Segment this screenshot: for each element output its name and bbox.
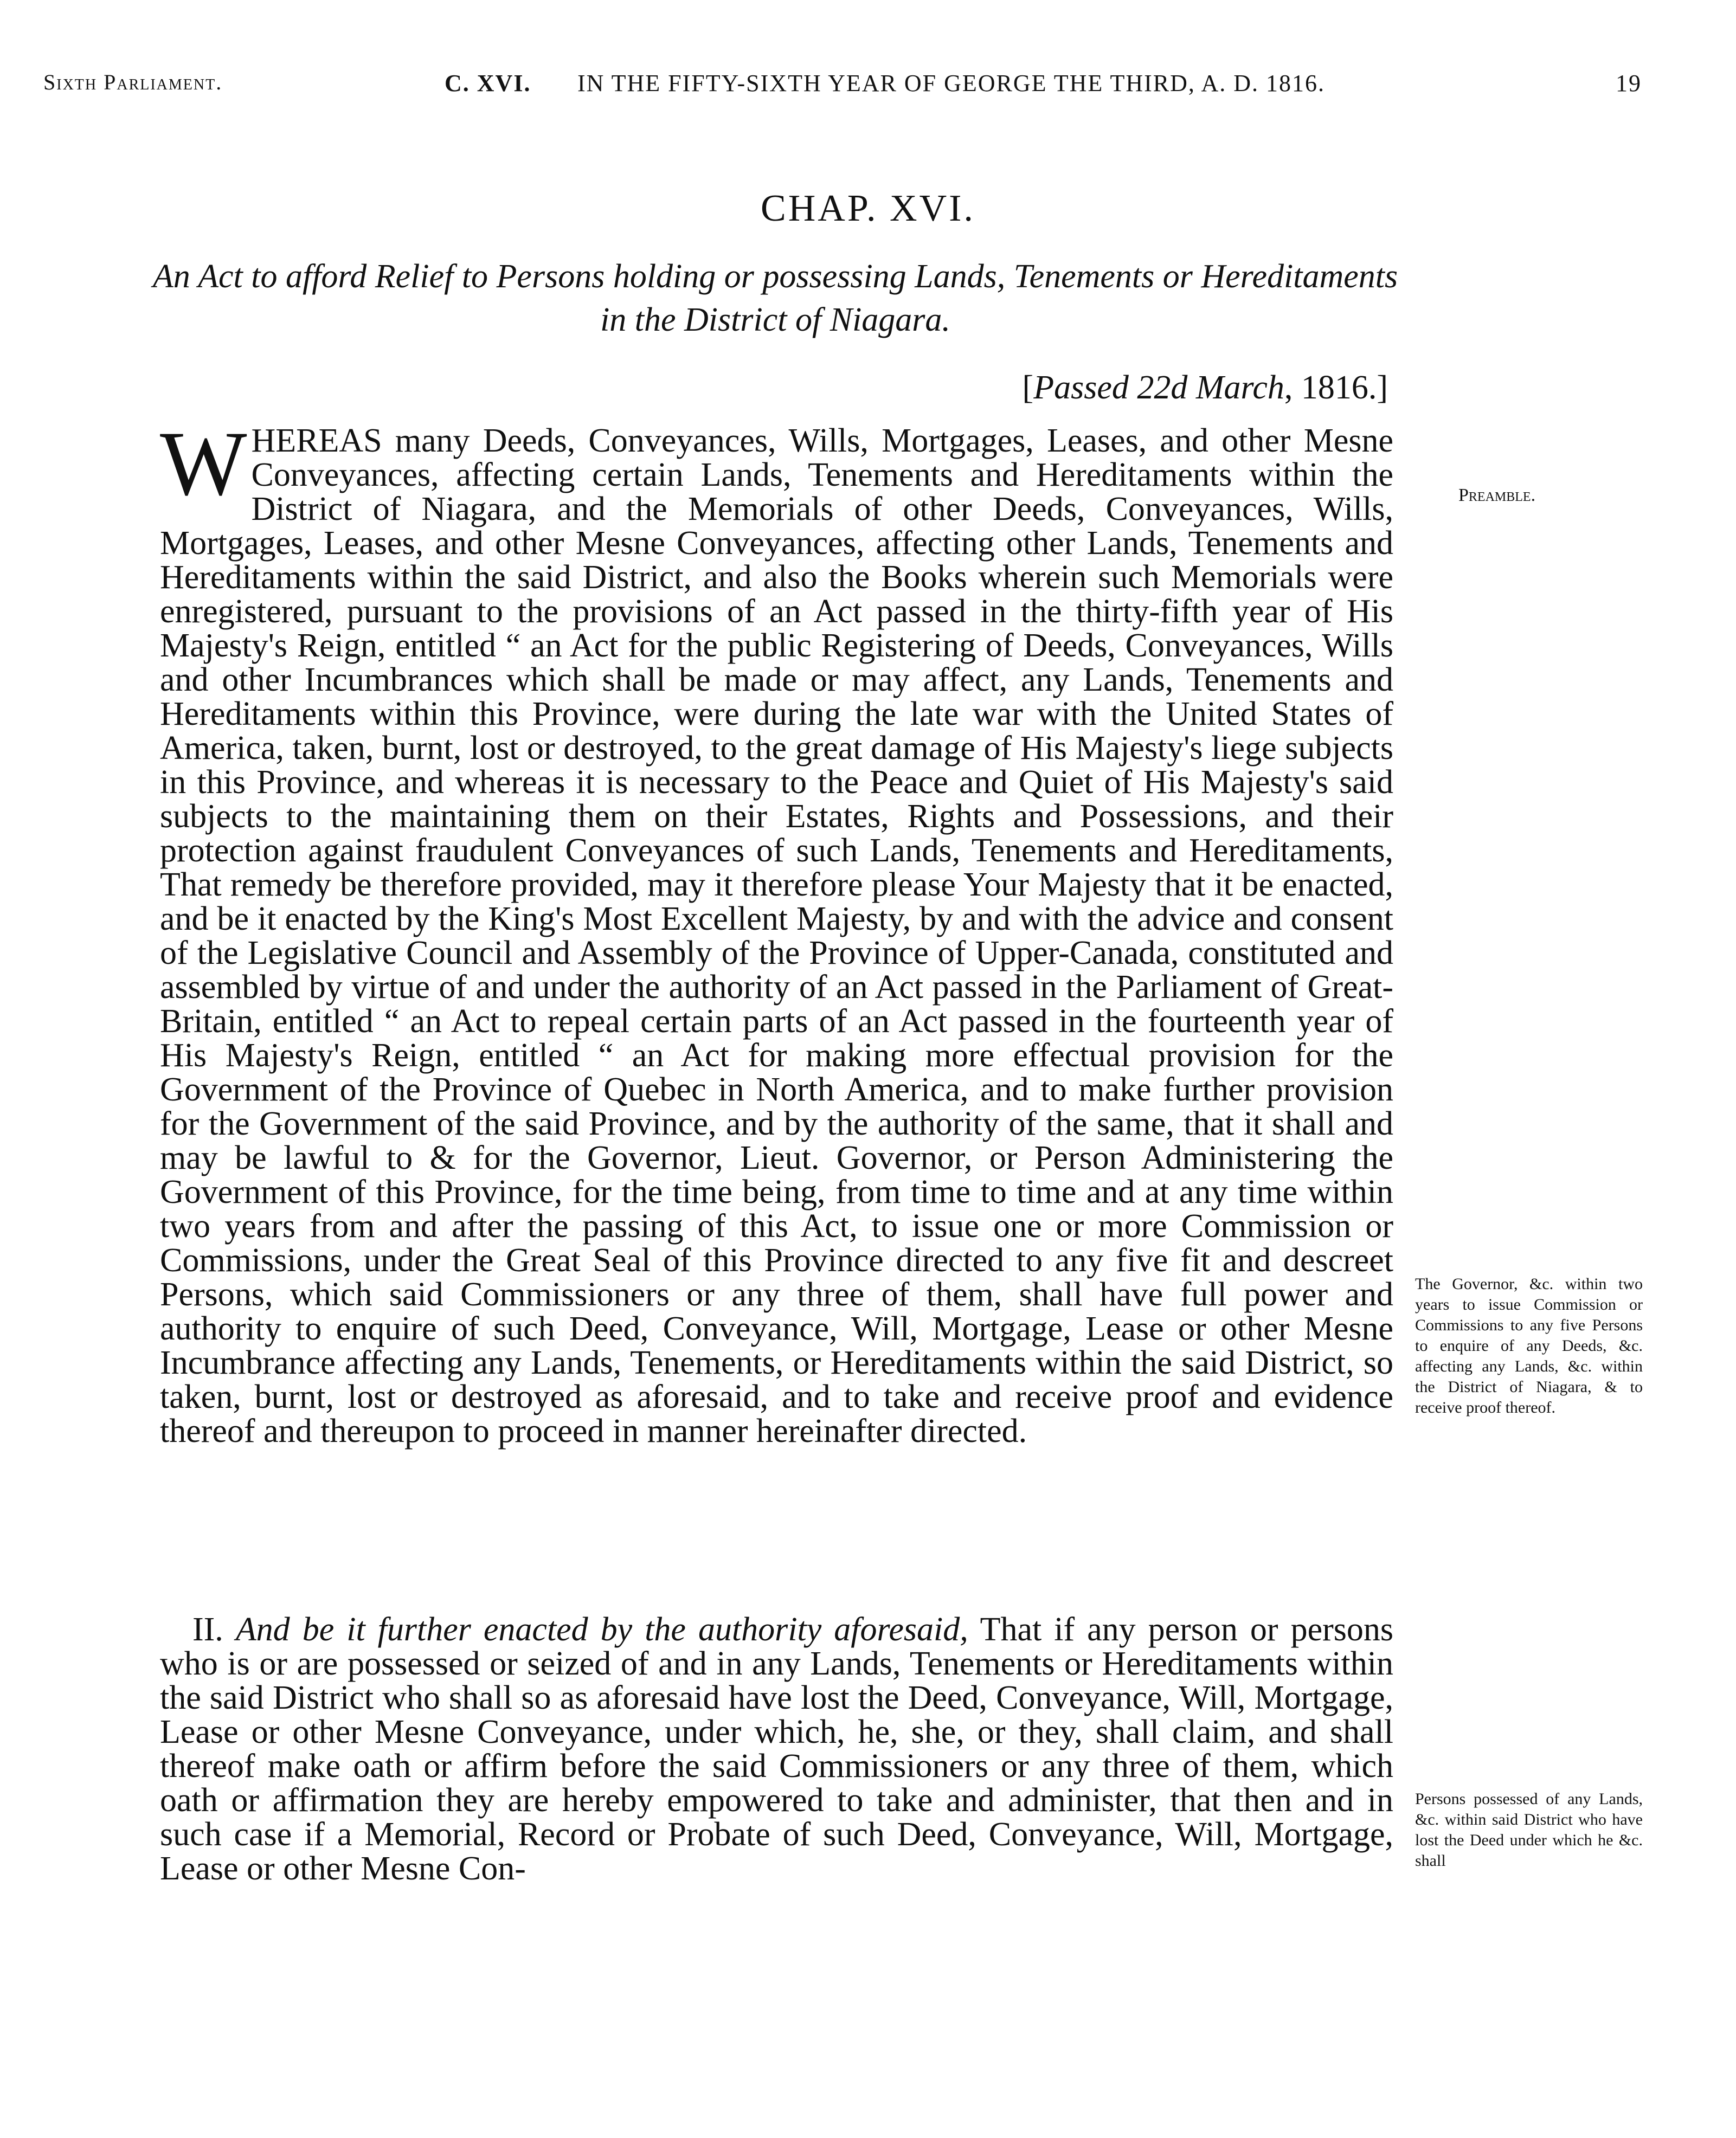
passed-date	[922, 369, 1388, 407]
section-italic-lead: And be it further enacted by the authority aforesaid,	[235, 1611, 968, 1648]
running-header	[43, 69, 1670, 107]
paragraph-section-2	[160, 1613, 1393, 1886]
drop-cap: W	[160, 413, 247, 514]
header-title: IN THE FIFTY-SIXTH YEAR OF GEORGE THE THIRD, A. D. 1816.	[577, 70, 1326, 96]
page-number: 19	[1616, 70, 1642, 96]
margin-note-persons: Persons possessed of any Lands, &c. within said District who have lost the Deed under which he &c. shall	[1415, 1790, 1643, 1870]
passed-open-bracket: [	[1022, 369, 1034, 406]
header-chapter: C. XVI.	[445, 70, 531, 96]
passed-text: Passed 22d March	[1033, 369, 1284, 406]
header-parliament: Sixth Parliament.	[43, 70, 223, 94]
margin-note-governor: The Governor, &c. within two years to issue Commission or Commissions to any five Persons to enquire of any Deeds, &c. affecting any Lands, &c. within the District of Niagara, & to receive proof thereof.	[1415, 1275, 1643, 1416]
paragraph-1-text: HEREAS many Deeds, Conveyances, Wills, Mortgages, Leases, and other Mesne Conveyances, affecting certain Lands, Tenements and Hereditaments within the District of Niagara, and the Memorials of other Deeds, Conveyances, Wills, Mortgages, Leases, and other Mesne Conveyances, affecting other Lands, Tenements and Hereditaments within the said District, and also the Books wherein such Memorials were enregistered, pursuant to the provisions of an Act passed in the thirty-fifth year of His Majesty's Reign, entitled “ an Act for the public Registering of Deeds, Conveyances, Wills and other Incumbrances which shall be made or may affect, any Lands, Tenements and Hereditaments within this Province, were during the late war with the United States of America, taken, burnt, lost or destroyed, to the great damage of His Majesty's liege subjects in this Province, and whereas it is necessary to the Peace and Quiet of His Majesty's said subjects to the maintaining them on their Estates, Rights and Possessions, and their protection against fraudulent Conveyances of such Lands, Tenements and Hereditaments, That remedy be therefore provided, may it therefore please Your Majesty that it be enacted, and be it enacted by the King's Most Excellent Majesty, by and with the advice and consent of the Legislative Council and Assembly of the Province of Upper-Canada, constituted and assembled by virtue of and under the authority of an Act passed in the Parliament of Great-Britain, entitled “ an Act to repeal certain parts of an Act passed in the fourteenth year of His Majesty's Reign, entitled “ an Act for making more effectual provision for the Government of the Province of Quebec in North America, and to make further provision for the Government of the said Province, and by the authority of the same, that it shall and may be lawful to & for the Governor, Lieut. Governor, or Person Administering the Government of this Province, for the time being, from time to time and at any time within two years from and after the passing of this Act, to issue one or more Commission or Commissions, under the Great Seal of this Province directed to any five fit and descreet Persons, which said Commissioners or any three of them, shall have full power and authority to enquire of such Deed, Conveyance, Will, Mortgage, Lease or other Mesne Incumbrance affecting any Lands, Tenements, or Hereditaments within the said District, so taken, burnt, lost or destroyed as aforesaid, and to take and receive proof and evidence thereof and thereupon to proceed in manner hereinafter directed.	[160, 422, 1393, 1450]
margin-note-preamble: Preamble.	[1458, 485, 1536, 505]
act-title: An Act to afford Relief to Persons holding or possessing Lands, Tenements or Hereditaments in the District of Niagara.	[152, 258, 1398, 338]
paragraph-preamble	[160, 413, 1393, 1450]
chapter-title: CHAP. XVI.	[761, 188, 975, 229]
section-number: II.	[192, 1611, 223, 1648]
passed-close-bracket: ]	[1377, 369, 1388, 406]
paragraph-2-text: That if any person or persons who is or are possessed or seized of and in any Lands, Tenements or Hereditaments within the said District who shall so as aforesaid have lost the Deed, Conveyance, Will, Mortgage, Lease or other Mesne Conveyance, under which, he, she, or they, shall claim, and shall thereof make oath or affirm before the said Commissioners or any three of them, which oath or affirmation they are hereby empowered to take and administer, that then and in such case if a Memorial, Record or Probate of such Deed, Conveyance, Will, Mortgage, Lease or other Mesne Con-	[160, 1611, 1394, 1887]
passed-year: , 1816.	[1284, 369, 1377, 406]
